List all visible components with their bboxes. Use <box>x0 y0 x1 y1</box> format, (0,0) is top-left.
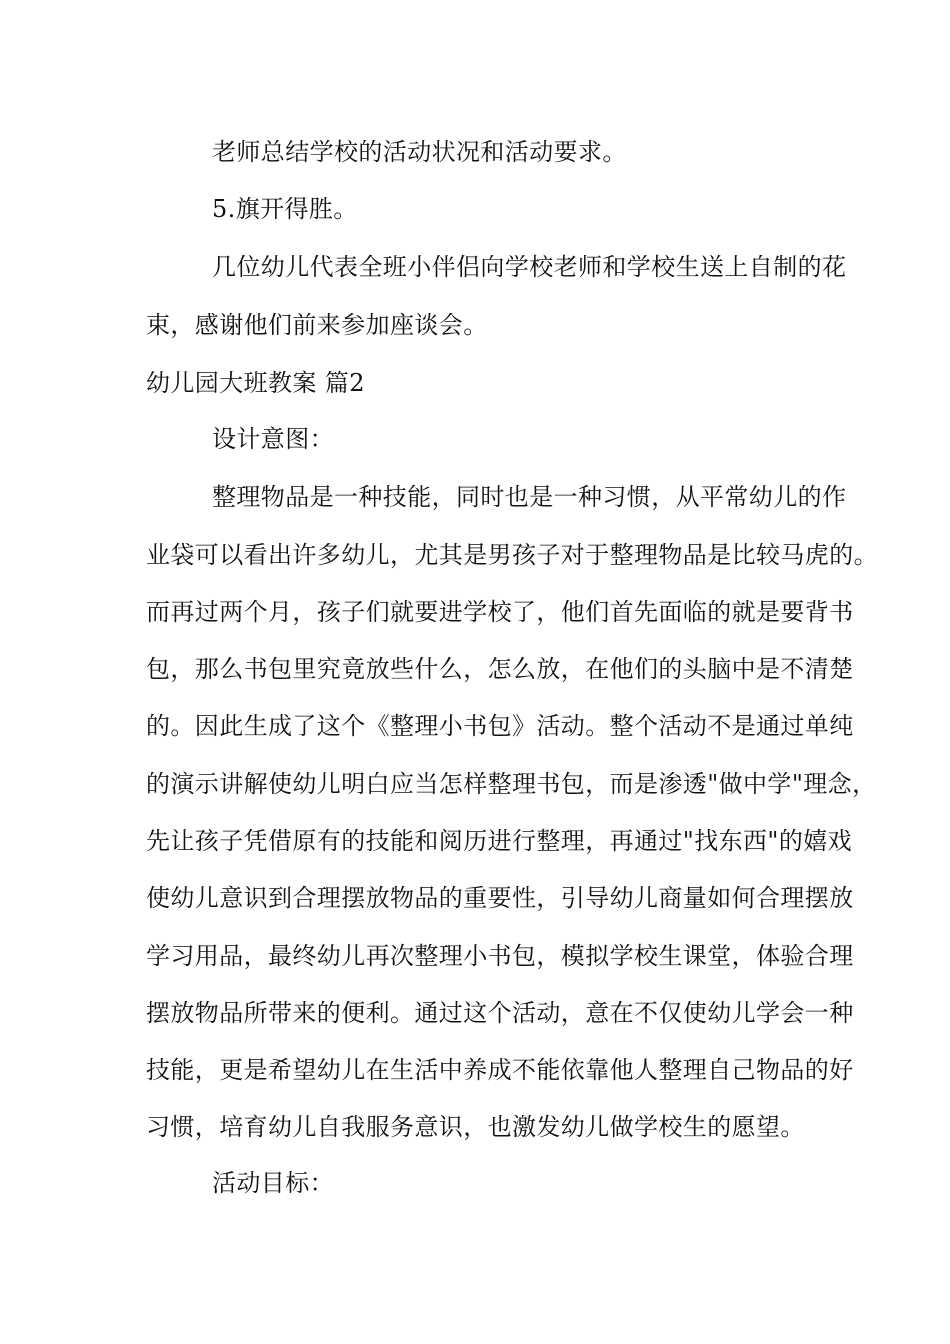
paragraph-line: 习惯，培育幼儿自我服务意识，也激发幼儿做学校生的愿望。 <box>146 1113 805 1141</box>
subheading: 活动目标： <box>212 1169 334 1197</box>
paragraph-line: 的。因此生成了这个《整理小书包》活动。整个活动不是通过单纯 <box>146 712 854 740</box>
paragraph-line: 的演示讲解使幼儿明白应当怎样整理书包，而是渗透"做中学"理念， <box>146 770 877 798</box>
paragraph-line: 先让孩子凭借原有的技能和阅历进行整理，再通过"找东西"的嬉戏 <box>146 827 853 855</box>
paragraph-line: 学习用品，最终幼儿再次整理小书包，模拟学校生课堂，体验合理 <box>146 942 854 970</box>
paragraph-line: 老师总结学校的活动状况和活动要求。 <box>212 138 627 166</box>
section-heading: 幼儿园大班教案 篇2 <box>146 369 365 397</box>
paragraph-line: 整理物品是一种技能，同时也是一种习惯，从平常幼儿的作 <box>212 483 847 511</box>
paragraph-line: 包，那么书包里究竟放些什么，怎么放，在他们的头脑中是不清楚 <box>146 655 854 683</box>
paragraph-line: 束，感谢他们前来参加座谈会。 <box>146 311 488 339</box>
paragraph-line: 几位幼儿代表全班小伴侣向学校老师和学校生送上自制的花 <box>212 253 847 281</box>
paragraph-line: 技能，更是希望幼儿在生活中养成不能依靠他人整理自己物品的好 <box>146 1056 854 1084</box>
paragraph-line: 摆放物品所带来的便利。通过这个活动，意在不仅使幼儿学会一种 <box>146 999 854 1027</box>
paragraph-line: 业袋可以看出许多幼儿，尤其是男孩子对于整理物品是比较马虎的。 <box>146 541 878 569</box>
paragraph-line: 使幼儿意识到合理摆放物品的重要性，引导幼儿商量如何合理摆放 <box>146 884 854 912</box>
paragraph-line: 而再过两个月，孩子们就要进学校了，他们首先面临的就是要背书 <box>146 598 854 626</box>
paragraph-line: 5.旗开得胜。 <box>212 195 358 223</box>
subheading: 设计意图： <box>212 425 334 453</box>
